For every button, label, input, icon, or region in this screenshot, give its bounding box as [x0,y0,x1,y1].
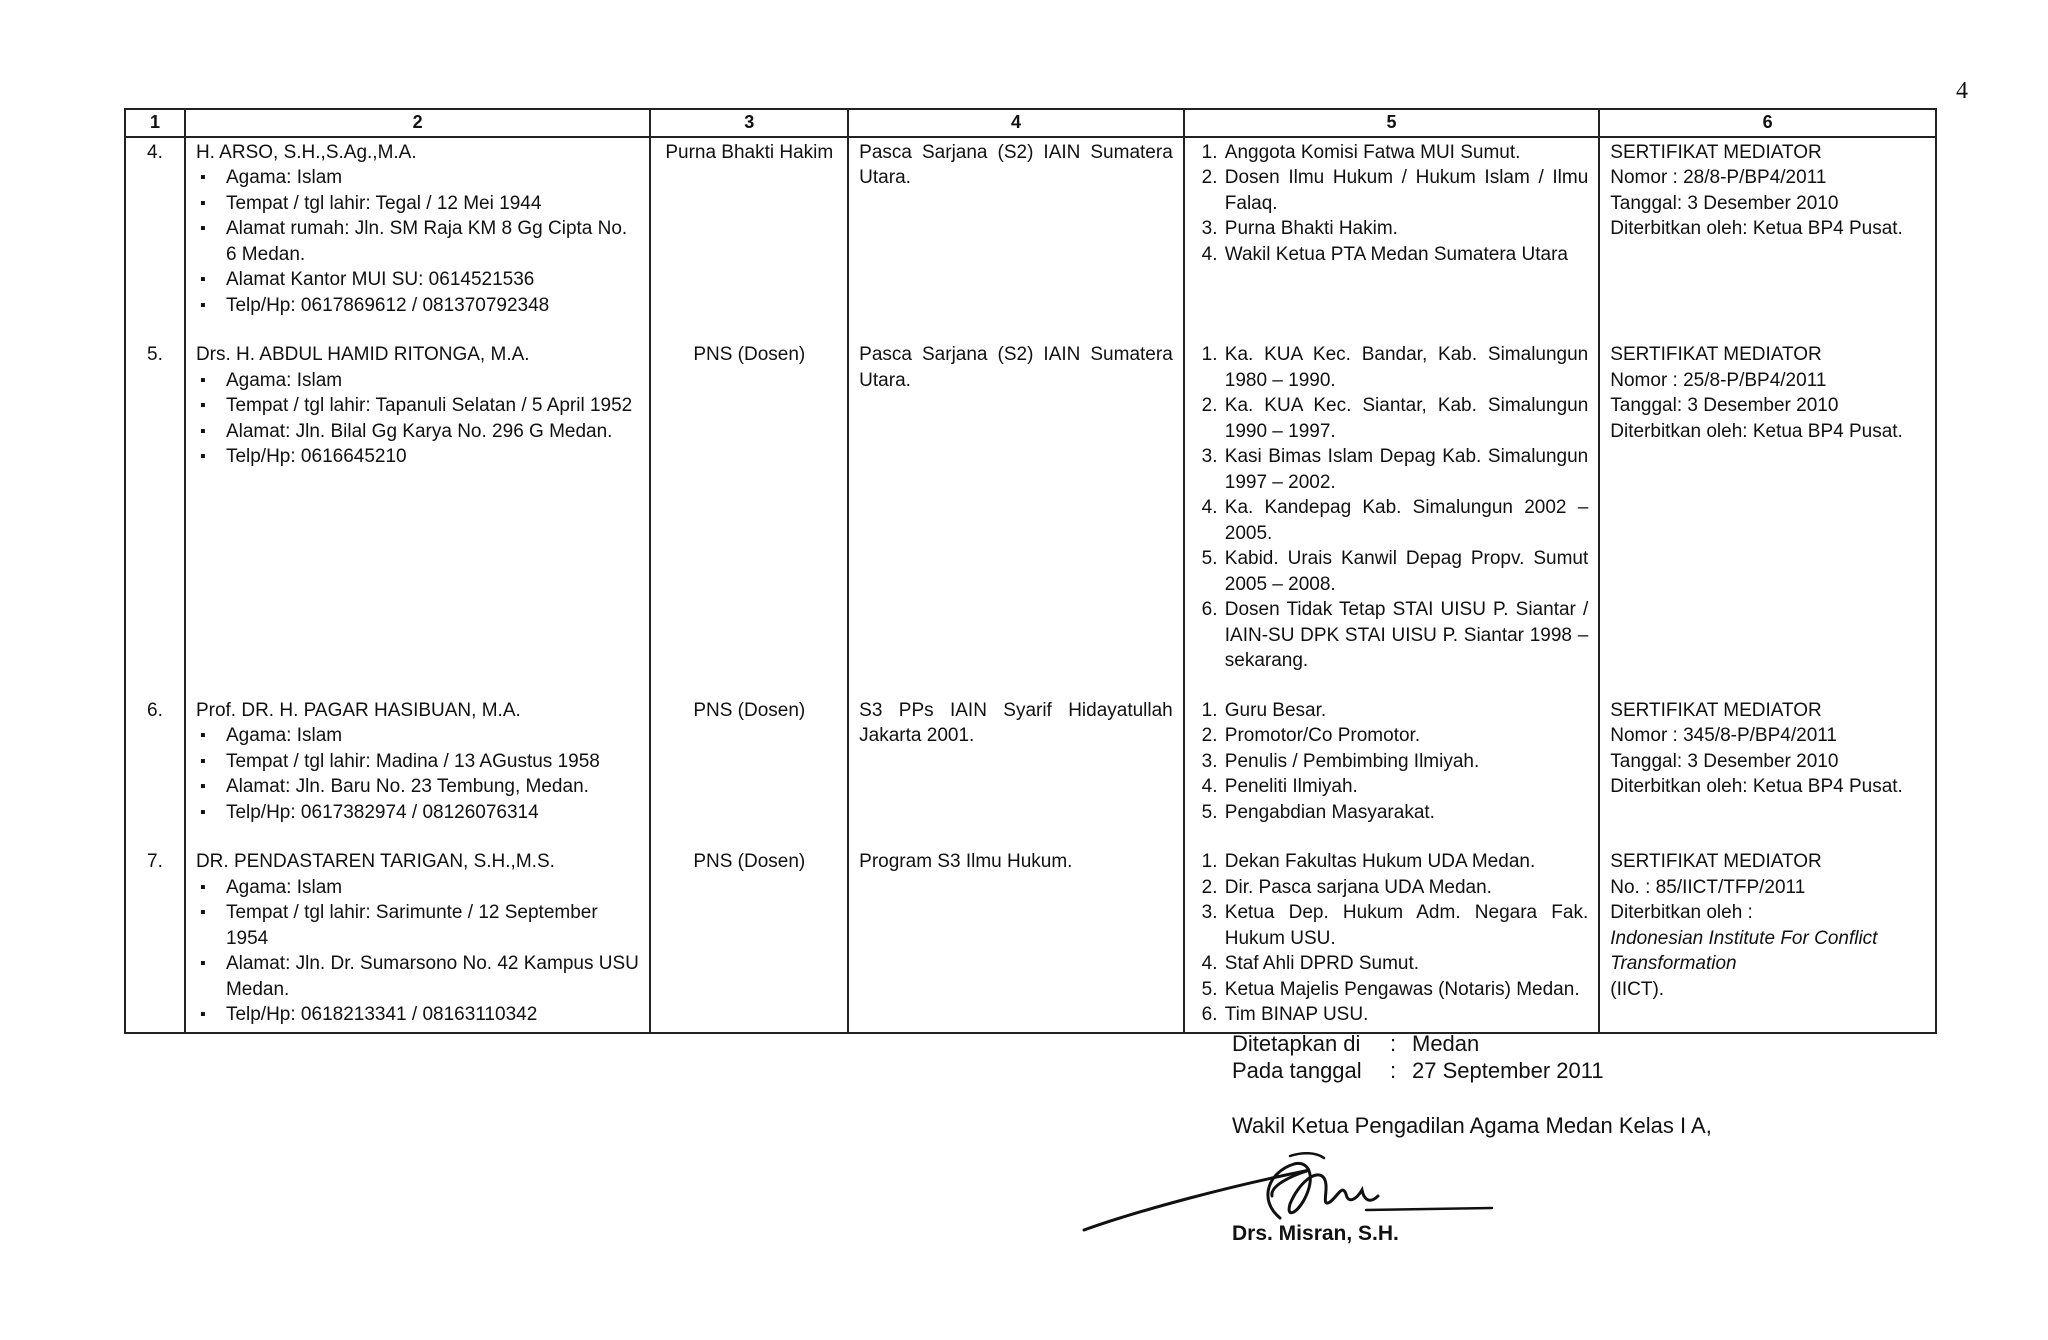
experience-item: 4. Ka. Kandepag Kab. Simalungun 2002 – 2005. [1223,495,1589,546]
table-row [125,847,1936,1033]
date-row [1232,1057,1712,1084]
place-label: Ditetapkan di [1232,1031,1361,1056]
date-colon: : [1390,1058,1397,1083]
date-value: 27 September 2011 [1412,1058,1604,1083]
experience-item: 2. Ka. KUA Kec. Siantar, Kab. Simalungun 1990 – 1997. [1223,393,1589,444]
experience-item: 2. Promotor/Co Promotor. [1223,723,1589,749]
place-row [1232,1030,1712,1057]
mediator-table [124,108,1937,1034]
experience-item: 4. Peneliti Ilmiyah. [1223,774,1589,800]
experience-item: 2. Dir. Pasca sarjana UDA Medan. [1223,875,1589,901]
detail-item: ▪ Alamat: Jln. Baru No. 23 Tembung, Medan. [226,774,639,800]
certificate-cell [1599,696,1936,848]
person-cell [185,340,650,696]
experience-item: 1. Ka. KUA Kec. Bandar, Kab. Simalungun 1980 – 1990. [1223,342,1589,393]
date-label: Pada tanggal [1232,1058,1362,1083]
experience-list [1195,698,1589,826]
detail-item: ▪ Alamat rumah: Jln. SM Raja KM 8 Gg Cipta No. 6 Medan. [226,216,639,267]
education-cell: S3 PPs IAIN Syarif Hidayatullah Jakarta 2001. [848,696,1184,848]
education-cell: Program S3 Ilmu Hukum. [848,847,1184,1033]
page-number: 4 [1956,78,1968,104]
row-number: 6. [125,696,185,848]
experience-cell [1184,137,1600,341]
row-number: 5. [125,340,185,696]
person-cell [185,847,650,1033]
detail-item: ▪ Agama: Islam [226,875,639,901]
experience-list [1195,342,1589,674]
experience-item: 4. Wakil Ketua PTA Medan Sumatera Utara [1223,242,1589,268]
experience-item: 5. Kabid. Urais Kanwil Depag Propv. Sumut 2005 – 2008. [1223,546,1589,597]
cert-issuer-abbr: (IICT). [1610,978,1665,1000]
experience-item: 3. Ketua Dep. Hukum Adm. Negara Fak. Hukum USU. [1223,900,1589,951]
person-details [196,368,639,470]
experience-item: 5. Pengabdian Masyarakat. [1223,800,1589,826]
experience-item: 1. Dekan Fakultas Hukum UDA Medan. [1223,849,1589,875]
row-number: 4. [125,137,185,341]
detail-item: ▪ Tempat / tgl lahir: Madina / 13 AGustus 1958 [226,749,639,775]
signer-name: Drs. Misran, S.H. [1232,1222,1399,1245]
detail-item: ▪ Tempat / tgl lahir: Tegal / 12 Mei 1944 [226,191,639,217]
experience-item: 5. Ketua Majelis Pengawas (Notaris) Medan. [1223,977,1589,1003]
status-cell: PNS (Dosen) [650,340,848,696]
cert-issuer: Diterbitkan oleh: Ketua BP4 Pusat. [1610,420,1903,442]
person-details [196,875,639,1028]
header-col-2: 2 [185,109,650,137]
cert-date: Tanggal: 3 Desember 2010 [1610,192,1839,214]
certificate-cell [1599,137,1936,341]
experience-item: 3. Kasi Bimas Islam Depag Kab. Simalungun 1997 – 2002. [1223,444,1589,495]
person-details [196,165,639,318]
cert-title: SERTIFIKAT MEDIATOR [1610,141,1822,163]
detail-item: ▪ Agama: Islam [226,165,639,191]
person-name: Drs. H. ABDUL HAMID RITONGA, M.A. [195,344,530,365]
person-name: Prof. DR. H. PAGAR HASIBUAN, M.A. [195,699,521,721]
detail-item: ▪ Alamat: Jln. Dr. Sumarsono No. 42 Kampus USU Medan. [226,951,639,1002]
cert-title: SERTIFIKAT MEDIATOR [1610,851,1822,872]
certificate-cell [1599,340,1936,696]
cert-title: SERTIFIKAT MEDIATOR [1610,344,1822,365]
person-cell [185,696,650,848]
experience-list [1195,140,1589,268]
table-row [125,137,1936,341]
cert-issuer-institute: Indonesian Institute For Conflict Transformation [1610,927,1878,974]
header-col-5: 5 [1184,109,1600,137]
row-number: 7. [125,847,185,1033]
cert-date: Tanggal: 3 Desember 2010 [1610,395,1839,416]
status-cell: Purna Bhakti Hakim [650,137,848,341]
detail-item: ▪ Telp/Hp: 0617869612 / 081370792348 [226,293,639,319]
status-cell: PNS (Dosen) [650,696,848,848]
cert-number: Nomor : 25/8-P/BP4/2011 [1610,369,1827,391]
header-col-6: 6 [1599,109,1936,137]
header-col-3: 3 [650,109,848,137]
experience-list [1195,849,1589,1028]
detail-item: ▪ Alamat Kantor MUI SU: 0614521536 [226,267,639,293]
header-col-4: 4 [848,109,1184,137]
detail-item: ▪ Telp/Hp: 0617382974 / 08126076314 [226,800,639,826]
cert-issuer-label: Diterbitkan oleh : [1610,902,1753,923]
header-row [125,109,1936,137]
person-name: H. ARSO, S.H.,S.Ag.,M.A. [195,141,417,163]
experience-item: 3. Purna Bhakti Hakim. [1223,216,1589,242]
experience-item: 2. Dosen Ilmu Hukum / Hukum Islam / Ilmu Falaq. [1223,165,1589,216]
experience-cell [1184,696,1600,848]
signature-block [1232,1030,1712,1139]
person-details [196,723,639,825]
experience-item: 3. Penulis / Pembimbing Ilmiyah. [1223,749,1589,775]
cert-issuer: Diterbitkan oleh: Ketua BP4 Pusat. [1610,218,1903,239]
header-col-1: 1 [125,109,185,137]
cert-number: Nomor : 28/8-P/BP4/2011 [1610,167,1827,188]
place-value: Medan [1412,1031,1480,1056]
cert-title: SERTIFIKAT MEDIATOR [1610,699,1822,721]
detail-item: ▪ Alamat: Jln. Bilal Gg Karya No. 296 G Medan. [226,419,639,445]
cert-number: No. : 85/IICT/TFP/2011 [1610,876,1806,898]
experience-cell [1184,340,1600,696]
cert-issuer: Diterbitkan oleh: Ketua BP4 Pusat. [1610,776,1903,797]
experience-cell [1184,847,1600,1033]
detail-item: ▪ Tempat / tgl lahir: Sarimunte / 12 September 1954 [226,900,639,951]
detail-item: ▪ Telp/Hp: 0618213341 / 08163110342 [226,1002,639,1028]
table-row [125,696,1936,848]
experience-item: 1. Guru Besar. [1223,698,1589,724]
detail-item: ▪ Agama: Islam [226,368,639,394]
detail-item: ▪ Agama: Islam [226,723,639,749]
person-name: DR. PENDASTAREN TARIGAN, S.H.,M.S. [195,851,555,872]
detail-item: ▪ Tempat / tgl lahir: Tapanuli Selatan / 5 April 1952 [226,393,639,419]
education-cell: Pasca Sarjana (S2) IAIN Sumatera Utara. [848,340,1184,696]
experience-item: 4. Staf Ahli DPRD Sumut. [1223,951,1589,977]
experience-item: 1. Anggota Komisi Fatwa MUI Sumut. [1223,140,1589,166]
person-cell [185,137,650,341]
table-row [125,340,1936,696]
place-colon: : [1390,1031,1397,1056]
experience-item: 6. Dosen Tidak Tetap STAI UISU P. Siantar / IAIN-SU DPK STAI UISU P. Siantar 1998 – sekarang. [1223,597,1589,674]
education-cell: Pasca Sarjana (S2) IAIN Sumatera Utara. [848,137,1184,341]
experience-item: 6. Tim BINAP USU. [1223,1002,1589,1028]
detail-item: ▪ Telp/Hp: 0616645210 [226,444,639,470]
official-title: Wakil Ketua Pengadilan Agama Medan Kelas I A, [1232,1113,1712,1138]
status-cell: PNS (Dosen) [650,847,848,1033]
certificate-cell [1599,847,1936,1033]
cert-number: Nomor : 345/8-P/BP4/2011 [1610,725,1837,746]
cert-date: Tanggal: 3 Desember 2010 [1610,750,1839,772]
